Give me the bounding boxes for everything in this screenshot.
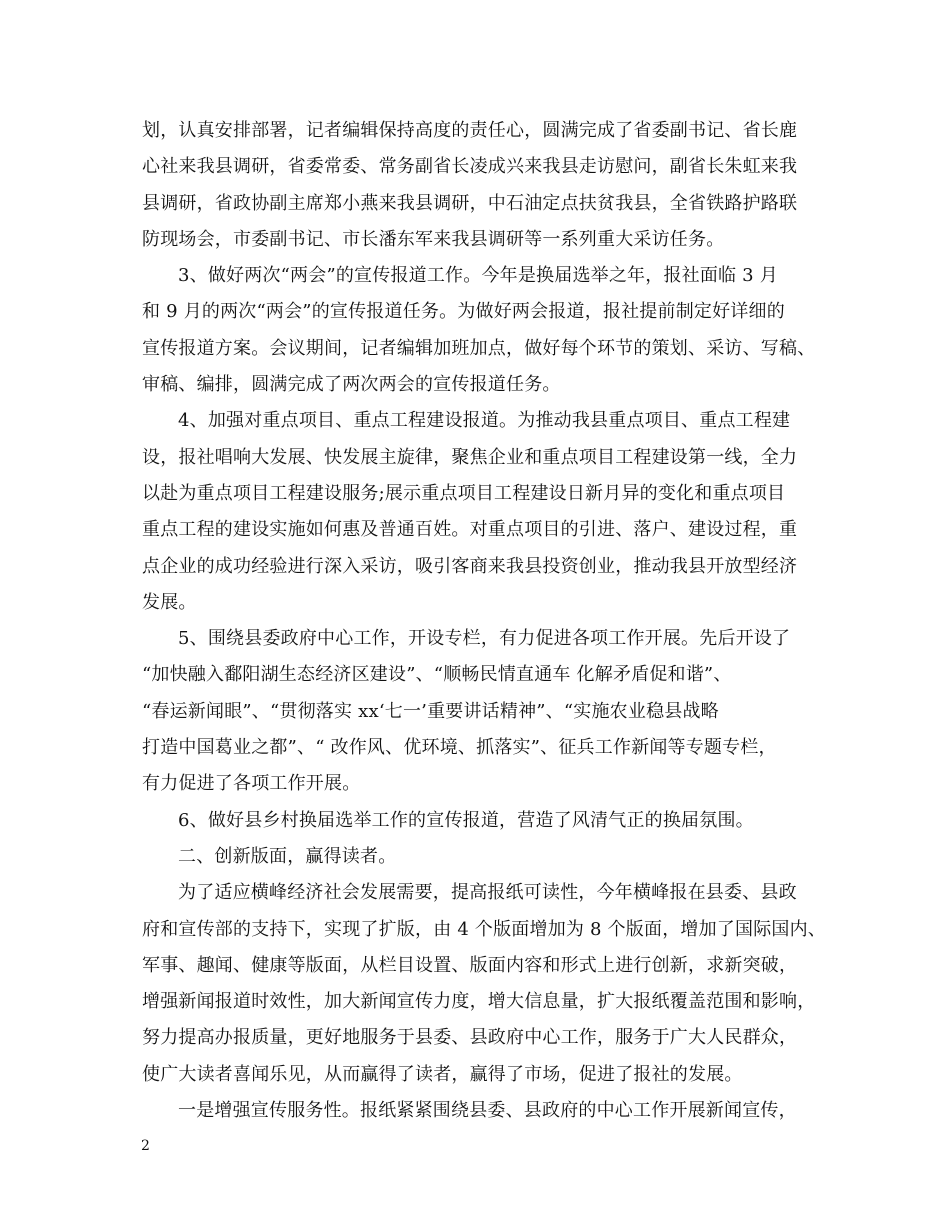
text-line: 为了适应横峰经济社会发展需要，提高报纸可读性，今年横峰报在县委、县政 — [178, 882, 797, 904]
text-line: 二、创新版面，赢得读者。 — [178, 845, 397, 867]
page-number: 2 — [141, 1138, 150, 1154]
text-line: 重点工程的建设实施如何惠及普通百姓。对重点项目的引进、落户、建设过程，重 — [142, 519, 798, 541]
text-line: 努力提高办报质量，更好地服务于县委、县政府中心工作，服务于广大人民群众， — [142, 1027, 798, 1049]
text-line: 发展。 — [142, 591, 197, 613]
text-line: 府和宣传部的支持下，实现了扩版，由 4 个版面增加为 8 个版面，增加了国际国内、 — [142, 918, 826, 940]
text-line: 一是增强宣传服务性。报纸紧紧围绕县委、县政府的中心工作开展新闻宣传， — [178, 1100, 797, 1122]
document-body — [142, 113, 832, 1129]
text-line: 使广大读者喜闻乐见，从而赢得了读者，赢得了市场，促进了报社的发展。 — [142, 1063, 743, 1085]
text-line: 5、围绕县委政府中心工作，开设专栏，有力促进各项工作开展。先后开设了 — [178, 628, 791, 650]
text-line: 增强新闻报道时效性，加大新闻宣传力度，增大信息量，扩大报纸覆盖范围和影响， — [142, 991, 816, 1013]
text-line: 防现场会，市委副书记、市长潘东军来我县调研等一系列重大采访任务。 — [142, 228, 725, 250]
text-line: 心社来我县调研，省委常委、常务副省长凌成兴来我县走访慰问，副省长朱虹来我 — [142, 156, 798, 178]
text-line: 设，报社唱响大发展、快发展主旋律，聚焦企业和重点项目工程建设第一线，全力 — [142, 446, 798, 468]
text-line: 县调研，省政协副主席郑小燕来我县调研，中石油定点扶贫我县，全省铁路护路联 — [142, 192, 798, 214]
text-line: “加快融入鄱阳湖生态经济区建设”、“顺畅民情直通车 化解矛盾促和谐”、 — [142, 664, 732, 686]
text-line: 3、做好两次“两会”的宣传报道工作。今年是换届选举之年，报社面临 3 月 — [178, 265, 778, 287]
text-line: 点企业的成功经验进行深入采访，吸引客商来我县投资创业，推动我县开放型经济 — [142, 555, 798, 577]
text-line: 军事、趣闻、健康等版面，从栏目设置、版面内容和形式上进行创新，求新突破， — [142, 954, 798, 976]
text-line: 4、加强对重点项目、重点工程建设报道。为推动我县重点项目、重点工程建 — [178, 410, 791, 432]
text-line: 审稿、编排，圆满完成了两次两会的宣传报道任务。 — [142, 374, 561, 396]
text-line: 6、做好县乡村换届选举工作的宣传报道，营造了风清气正的换届氛围。 — [178, 809, 754, 831]
text-line: 打造中国葛业之都”、“ 改作风、优环境、抓落实”、征兵工作新闻等专题专栏， — [142, 737, 777, 759]
text-line: 以赴为重点项目工程建设服务;展示重点项目工程建设日新月异的变化和重点项目 — [142, 482, 786, 504]
text-line: 宣传报道方案。会议期间，记者编辑加班加点，做好每个环节的策划、采访、写稿、 — [142, 337, 816, 359]
text-line: 有力促进了各项工作开展。 — [142, 773, 361, 795]
text-line: “春运新闻眼”、“贯彻落实 xx‘七一’重要讲话精神”、“实施农业稳县战略 — [142, 700, 719, 722]
text-line: 划，认真安排部署，记者编辑保持高度的责任心，圆满完成了省委副书记、省长鹿 — [142, 120, 798, 141]
text-line: 和 9 月的两次“两会”的宣传报道任务。为做好两会报道，报社提前制定好详细的 — [142, 301, 785, 323]
